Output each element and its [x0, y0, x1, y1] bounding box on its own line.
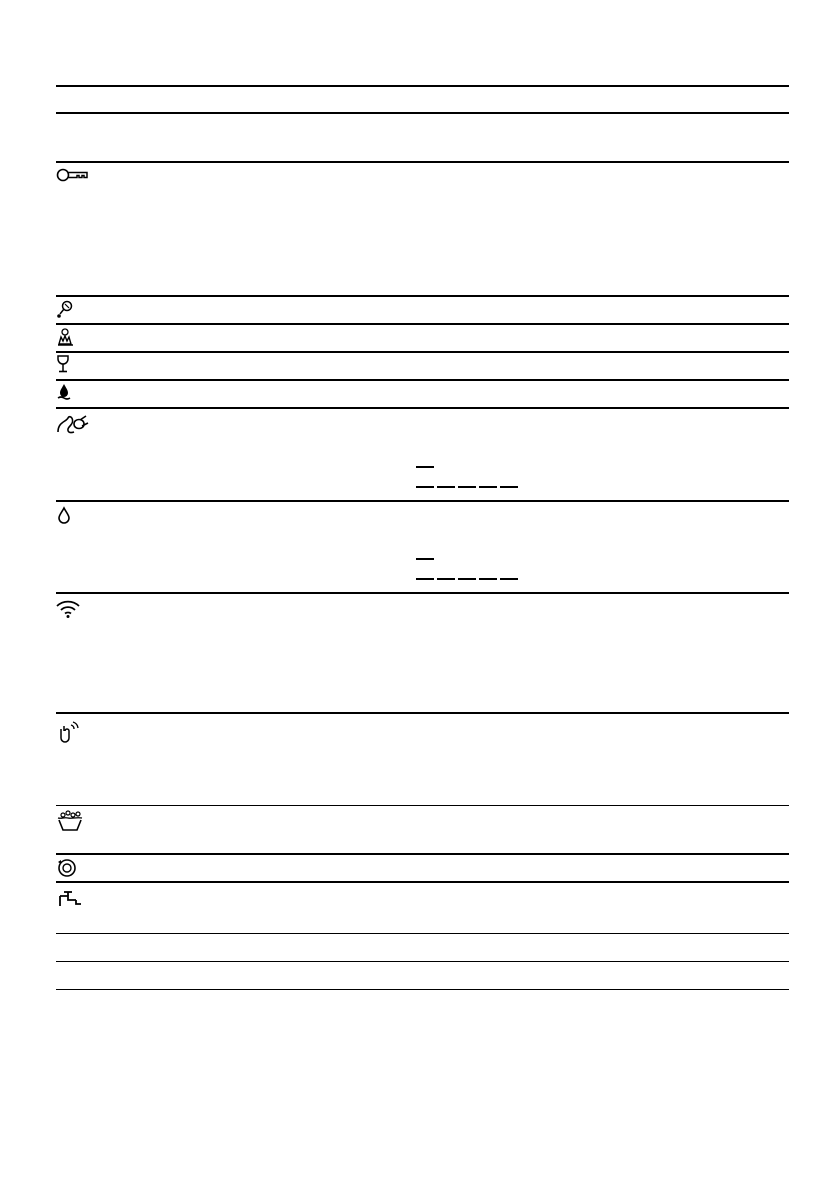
- wine-glass-icon: [56, 354, 88, 376]
- row-divider: [56, 161, 789, 163]
- rotating-plate-icon: [56, 858, 88, 880]
- key-icon: [56, 167, 88, 189]
- remote-start-hand-icon: [56, 720, 88, 742]
- level-indicator-segment: [500, 578, 518, 580]
- water-hardness-drop-icon: [56, 506, 88, 528]
- settings-table: [56, 0, 789, 1192]
- row-divider: [56, 500, 789, 502]
- water-tap-icon: [56, 888, 88, 910]
- row-divider: [56, 933, 789, 934]
- row-divider: [56, 592, 789, 594]
- level-indicator-segment: [437, 578, 455, 580]
- row-divider: [56, 853, 789, 855]
- level-indicator-segment: [416, 486, 434, 488]
- level-indicator-current: [416, 466, 434, 468]
- row-divider: [56, 295, 789, 297]
- row-divider: [56, 712, 789, 714]
- row-divider: [56, 379, 789, 381]
- wifi-icon: [56, 600, 88, 622]
- row-divider: [56, 323, 789, 325]
- row-divider: [56, 407, 789, 409]
- level-indicator-current: [416, 558, 434, 560]
- water-drop-icon: [56, 382, 88, 404]
- table-top-rule: [56, 85, 789, 87]
- level-indicator-segment: [458, 486, 476, 488]
- row-divider: [56, 961, 789, 962]
- power-plug-icon: [56, 414, 88, 436]
- level-indicator-segment: [500, 486, 518, 488]
- rinse-aid-sprayer-icon: [56, 299, 88, 321]
- row-divider: [56, 351, 789, 353]
- level-indicator-segment: [479, 486, 497, 488]
- level-indicator-segment: [437, 486, 455, 488]
- salt-crystals-icon: [56, 327, 88, 349]
- row-divider: [56, 805, 789, 806]
- row-divider: [56, 881, 789, 883]
- level-indicator-segment: [479, 578, 497, 580]
- level-indicator-segment: [458, 578, 476, 580]
- table-bottom-rule: [56, 989, 789, 990]
- bowl-bubbles-icon: [56, 810, 88, 832]
- level-indicator-segment: [416, 578, 434, 580]
- header-bottom-rule: [56, 112, 789, 114]
